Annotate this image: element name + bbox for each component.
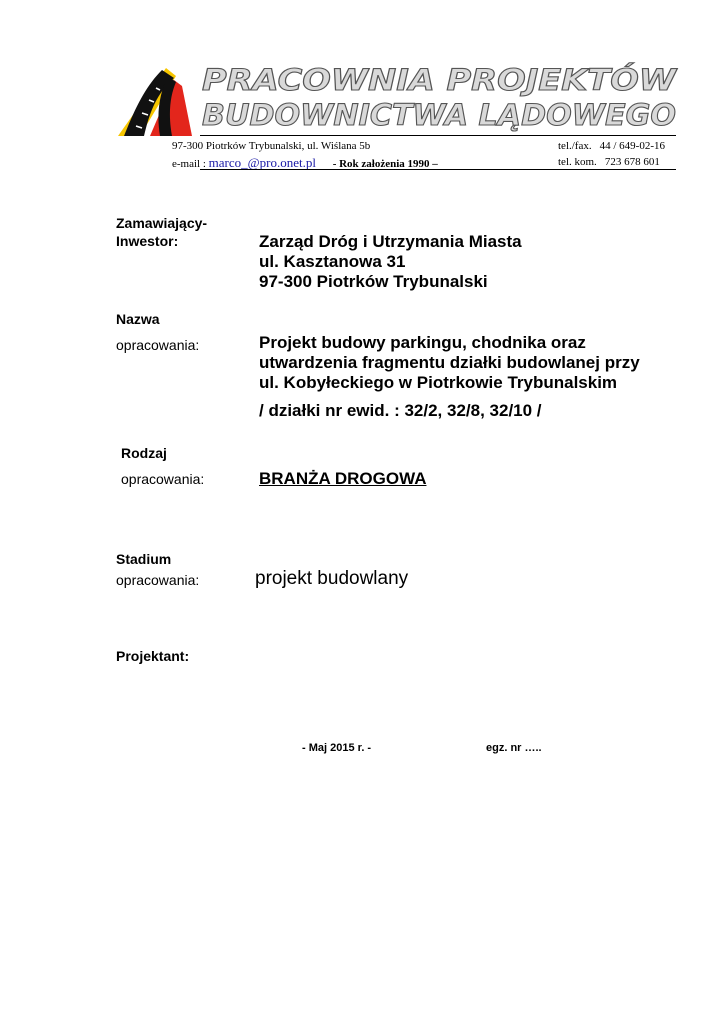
type-label-1: Rodzaj — [121, 445, 167, 461]
name-label-2: opracowania: — [116, 337, 200, 353]
client-label-2: Inwestor: — [116, 233, 179, 249]
header-rule-top — [200, 135, 676, 136]
client-city: 97-300 Piotrków Trybunalski — [259, 272, 488, 291]
project-name-line1: Projekt budowy parkingu, chodnika oraz — [259, 333, 586, 352]
designer-label: Projektant: — [116, 648, 190, 664]
stage-label-2: opracowania: — [116, 572, 200, 588]
type-label-2: opracowania: — [121, 471, 205, 487]
tel-fax-label: tel./fax. — [558, 140, 592, 152]
document-date: - Maj 2015 r. - — [302, 742, 372, 754]
name-label-1: Nazwa — [116, 311, 160, 327]
tel-fax-number: 44 / 649-02-16 — [599, 140, 665, 152]
company-name-logotype — [200, 62, 680, 132]
type-value: BRANŻA DROGOWA — [259, 469, 427, 488]
project-name-line2: utwardzenia fragmentu działki budowlanej przy — [259, 353, 640, 372]
tel-fax — [558, 140, 665, 153]
company-logo — [116, 66, 196, 138]
plot-numbers: / działki nr ewid. : 32/2, 32/8, 32/10 / — [259, 401, 542, 420]
mobile-number: 723 678 601 — [604, 156, 660, 168]
client-label-1: Zamawiający- — [116, 215, 208, 231]
stage-label-1: Stadium — [116, 551, 172, 567]
email-link[interactable]: marco_@pro.onet.pl — [208, 155, 316, 170]
company-address: 97-300 Piotrków Trybunalski, ul. Wiślana 5b — [172, 140, 371, 152]
email-label: e-mail : — [172, 158, 206, 170]
copy-number: egz. nr ….. — [486, 742, 542, 754]
company-name-line2: BUDOWNICTWA LĄDOWEGO — [202, 98, 676, 132]
company-name-line1: PRACOWNIA PROJEKTÓW — [202, 63, 679, 97]
header-rule-bottom — [200, 169, 676, 170]
mobile-label: tel. kom. — [558, 156, 597, 168]
mobile — [558, 156, 660, 169]
founded-year: - Rok założenia 1990 – — [332, 158, 438, 170]
client-name: Zarząd Dróg i Utrzymania Miasta — [259, 232, 522, 251]
stage-value: projekt budowlany — [255, 568, 409, 589]
project-name-line3: ul. Kobyłeckiego w Piotrkowie Trybunalskim — [259, 373, 618, 392]
client-street: ul. Kasztanowa 31 — [259, 252, 406, 271]
